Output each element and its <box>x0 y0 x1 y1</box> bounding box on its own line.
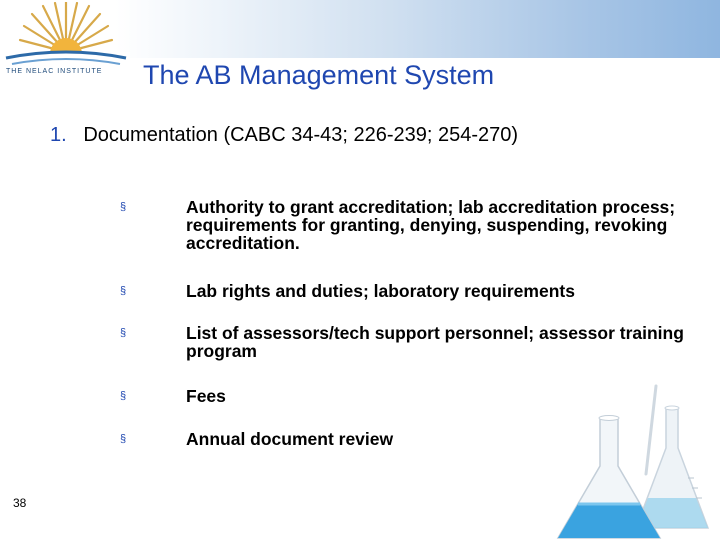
bullet-text: List of assessors/tech support personnel; assessor training program <box>186 323 684 361</box>
item-text: Documentation (CABC 34-43; 226-239; 254-270) <box>83 124 519 146</box>
page-number: 38 <box>13 496 27 510</box>
nelac-logo <box>2 2 130 82</box>
bullet-text: Authority to grant accreditation; lab accreditation process; requirements for granting, denying, suspending, revoking accreditation. <box>186 197 676 253</box>
bullet-marker: § <box>120 433 127 445</box>
bullet-marker: § <box>120 327 127 339</box>
bullet-marker: § <box>120 201 127 213</box>
laboratory-flasks-icon <box>548 378 720 540</box>
item-number: 1. <box>50 124 67 146</box>
bullet-text: Fees <box>186 386 226 406</box>
sunrise-logo-icon <box>2 2 130 68</box>
slide-title: The AB Management System <box>143 60 495 90</box>
numbered-item <box>50 124 610 147</box>
bullet-text: Annual document review <box>186 429 394 449</box>
bullet-text: Lab rights and duties; laboratory requirements <box>186 281 575 301</box>
bullet-marker: § <box>120 285 127 297</box>
logo-org-name: THE NELAC INSTITUTE <box>6 68 103 75</box>
bullet-marker: § <box>120 390 127 402</box>
